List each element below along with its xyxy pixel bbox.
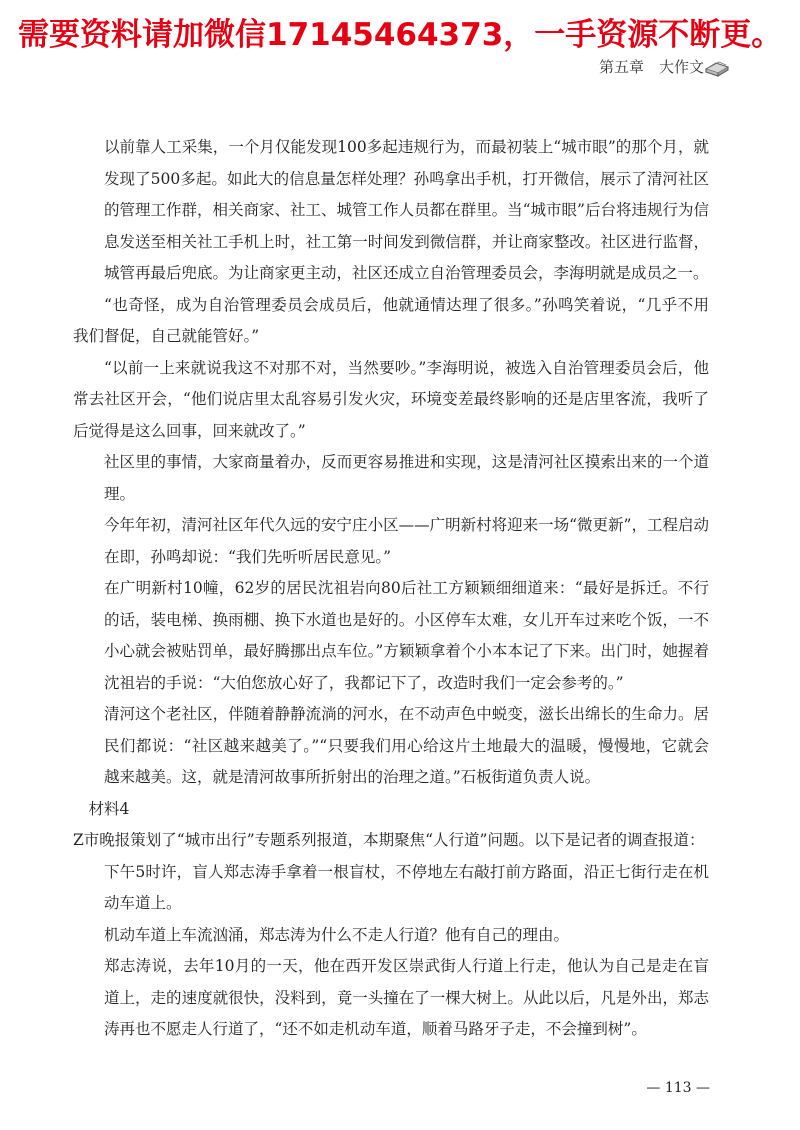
- paragraph: 清河这个老社区，伴随着静静流淌的河水，在不动声色中蜕变，滋长出绵长的生命力。居民们都说：“社区越来越美了。”“只要我们用心给这片土地最大的温暖，慢慢地，它就会越来越美。这，就是清河故事所折射出的治理之道。”石板街道负责人说。: [104, 705, 709, 786]
- section-heading: 材料4: [88, 799, 130, 818]
- paragraph: Z市晚报策划了“城市出行”专题系列报道，本期聚焦“人行道”问题。以下是记者的调查报道：: [73, 831, 705, 849]
- paragraph: “以前一上来就说我这不对那不对，当然要吵。”李海明说，被选入自治管理委员会后，他常去社区开会，“他们说店里太乱容易引发火灾，环境变差最终影响的还是店里客流，我听了后觉得是这么回事，回来就改了。”: [73, 358, 709, 440]
- paragraph: 以前靠人工采集，一个月仅能发现100多起违规行为，而最初装上“城市眼”的那个月，就发现了500多起。如此大的信息量怎样处理？孙鸣拿出手机，打开微信，展示了清河社区的管理工作群，相关商家、社工、城管工作人员都在群里。当“城市眼”后台将违规行为信息发送至相关社工手机上时，社工第一时间发到微信群，并让商家整改。社区进行监督，城管再最后兜底。为让商家更主动，社区还成立自治管理委员会，李海明就是成员之一。: [104, 138, 709, 282]
- paragraph: 社区里的事情，大家商量着办，反而更容易推进和实现，这是清河社区摸索出来的一个道理。: [104, 453, 709, 503]
- page-number: — 113 —: [646, 1080, 710, 1096]
- paragraph: 机动车道上车流汹涌，郑志涛为什么不走人行道？他有自己的理由。: [104, 925, 570, 944]
- paragraph: 郑志涛说，去年10月的一天，他在西开发区崇武街人行道上行走，他认为自己是走在盲道上，走的速度就很快，没料到，竟一头撞在了一棵大树上。从此以后，凡是外出，郑志涛再也不愿走人行道了，“还不如走机动车道，顺着马路牙子走，不会撞到树”。: [104, 957, 709, 1038]
- watermark-banner: 需要资料请加微信17145464373，一手资源不断更。: [18, 17, 783, 53]
- article-body: [73, 132, 709, 1046]
- book-icon: [704, 55, 730, 77]
- paragraph: “也奇怪，成为自治管理委员会成员后，他就通情达理了很多。”孙鸣笑着说，“几乎不用我们督促，自己就能管好。”: [73, 295, 709, 345]
- paragraph: 今年年初，清河社区年代久远的安宁庄小区——广明新村将迎来一场“微更新”，工程启动在即，孙鸣却说：“我们先听听居民意见。”: [104, 516, 709, 566]
- paragraph: 在广明新村10幢，62岁的居民沈祖岩向80后社工方颖颖细细道来：“最好是拆迁。不行的话，装电梯、换雨棚、换下水道也是好的。小区停车太难，女儿开车过来吃个饭，一不小心就会被贴罚单，最好腾挪出点车位。”方颖颖拿着个小本本记了下来。出门时，她握着沈祖岩的手说：“大伯您放心好了，我都记下了，改造时我们一定会参考的。”: [104, 579, 709, 692]
- paragraph: 下午5时许，盲人郑志涛手拿着一根盲杖，不停地左右敲打前方路面，沿正七街行走在机动车道上。: [104, 862, 709, 912]
- chapter-header: 第五章 大作文: [598, 58, 704, 76]
